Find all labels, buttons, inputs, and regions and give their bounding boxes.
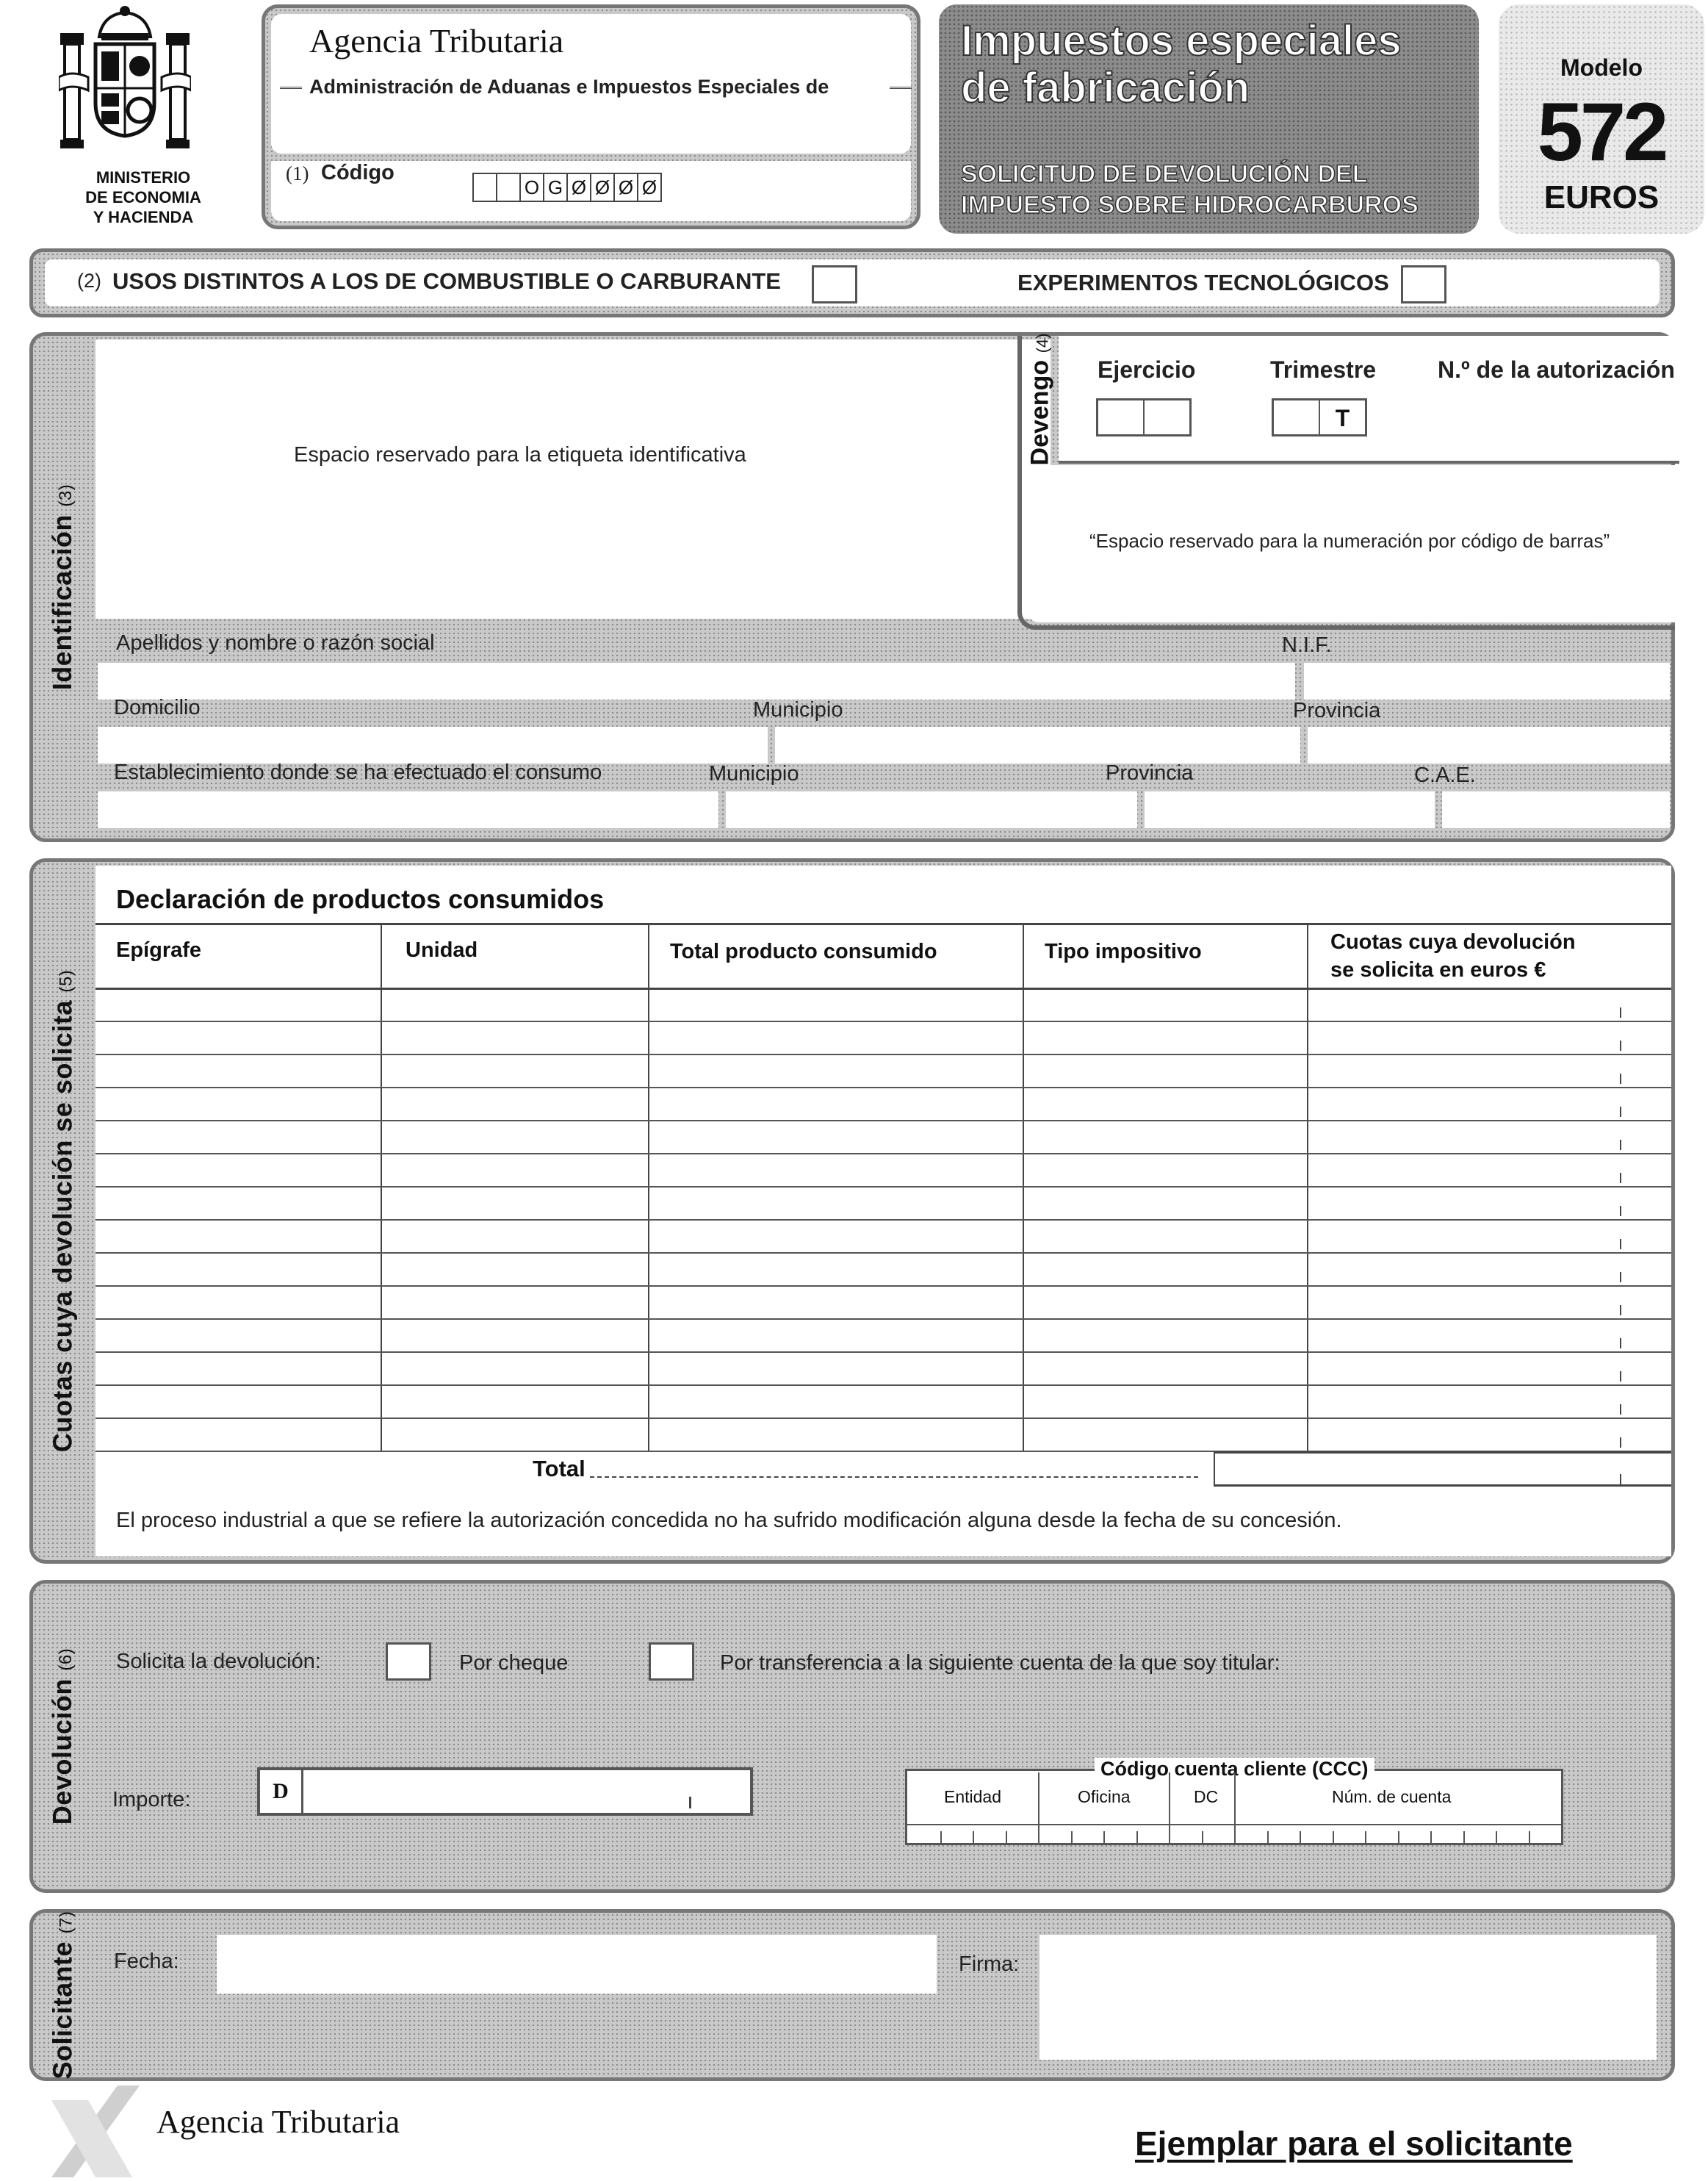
table-cell[interactable]	[1023, 1286, 1308, 1319]
total-field[interactable]	[1214, 1451, 1671, 1487]
table-cell[interactable]	[1308, 1121, 1671, 1154]
modelo-number: 572	[1537, 86, 1666, 178]
solicita-label: Solicita la devolución:	[116, 1650, 321, 1673]
table-cell[interactable]	[649, 1021, 1023, 1054]
table-cell[interactable]	[381, 1220, 649, 1253]
table-row	[96, 1088, 1671, 1121]
usos-number: (2)	[77, 270, 101, 292]
table-cell[interactable]	[1023, 1154, 1308, 1187]
codigo-cells: O G Ø Ø Ø Ø	[472, 173, 662, 202]
firma-field[interactable]	[1039, 1935, 1657, 2060]
experimentos-label: EXPERIMENTOS TECNOLÓGICOS	[1017, 270, 1389, 295]
usos-section	[29, 248, 1675, 317]
table-row	[96, 1418, 1671, 1451]
table-cell[interactable]	[649, 1253, 1023, 1286]
table-cell[interactable]	[381, 1021, 649, 1054]
domicilio-label: Domicilio	[114, 696, 201, 719]
table-cell[interactable]	[1308, 1286, 1671, 1319]
table-cell[interactable]	[1023, 988, 1308, 1021]
table-cell[interactable]	[381, 1121, 649, 1154]
col-cuotas: Cuotas cuya devolución se solicita en euros €	[1308, 924, 1671, 988]
table-cell[interactable]	[96, 1319, 381, 1352]
table-cell[interactable]	[1023, 1187, 1308, 1220]
table-cell[interactable]	[649, 1154, 1023, 1187]
coat-of-arms-logo	[59, 4, 191, 154]
municipio2-label: Municipio	[709, 762, 799, 786]
table-cell[interactable]	[1308, 1220, 1671, 1253]
transferencia-label: Por transferencia a la siguiente cuenta de la que soy titular:	[720, 1651, 1280, 1675]
table-cell[interactable]	[649, 988, 1023, 1021]
col-tipo: Tipo impositivo	[1023, 924, 1308, 988]
table-cell[interactable]	[381, 1418, 649, 1451]
table-cell[interactable]	[96, 988, 381, 1021]
nif-label: N.I.F.	[1282, 633, 1332, 657]
table-cell[interactable]	[381, 1286, 649, 1319]
ccc-title: Código cuenta cliente (CCC)	[1095, 1758, 1374, 1781]
table-cell[interactable]	[96, 1121, 381, 1154]
experimentos-checkbox[interactable]	[1401, 265, 1446, 303]
declaracion-table	[96, 924, 1671, 1452]
footer-agency: Agencia Tributaria	[156, 2104, 400, 2140]
agency-title: Agencia Tributaria	[309, 22, 564, 60]
table-cell[interactable]	[96, 1385, 381, 1418]
table-row	[96, 1253, 1671, 1286]
table-cell[interactable]	[1308, 1187, 1671, 1220]
municipio-field[interactable]	[775, 727, 1300, 763]
table-cell[interactable]	[1023, 1319, 1308, 1352]
table-cell[interactable]	[381, 1154, 649, 1187]
agency-footer-logo	[44, 2085, 147, 2177]
apellidos-field[interactable]	[98, 663, 1295, 700]
ccc-dc: DC	[1194, 1787, 1219, 1806]
table-cell[interactable]	[381, 1352, 649, 1385]
table-cell[interactable]	[96, 1352, 381, 1385]
table-cell[interactable]	[96, 1187, 381, 1220]
cuotas-section	[29, 858, 1675, 1564]
table-cell[interactable]	[1308, 1054, 1671, 1088]
cae-field[interactable]	[1442, 791, 1670, 828]
table-cell[interactable]	[1308, 1418, 1671, 1451]
table-row	[96, 1220, 1671, 1253]
declaracion-title: Declaración de productos consumidos	[116, 884, 605, 914]
table-cell[interactable]	[381, 1253, 649, 1286]
ccc-oficina: Oficina	[1078, 1787, 1131, 1806]
municipio-label: Municipio	[753, 698, 843, 722]
trimestre-label: Trimestre	[1270, 356, 1377, 383]
table-cell[interactable]	[96, 1418, 381, 1451]
codigo-number: (1)	[286, 162, 309, 184]
identificacion-side-label: Identificación (3)	[47, 484, 78, 691]
devengo-label: Devengo	[1026, 359, 1054, 465]
agency-subtitle: Administración de Aduanas e Impuestos Especiales de	[309, 76, 829, 98]
usos-checkbox[interactable]	[812, 265, 857, 303]
table-row	[96, 1054, 1671, 1088]
provincia2-label: Provincia	[1106, 761, 1194, 785]
table-cell[interactable]	[649, 1352, 1023, 1385]
tax-title: Impuestos especiales de fabricación	[961, 17, 1402, 112]
ccc-cuenta: Núm. de cuenta	[1332, 1787, 1452, 1806]
establecimiento-label: Establecimiento donde se ha efectuado el consumo	[114, 761, 602, 784]
table-cell[interactable]	[649, 1220, 1023, 1253]
table-row	[96, 1154, 1671, 1187]
tax-title-box	[939, 4, 1479, 234]
table-cell[interactable]	[1308, 1385, 1671, 1418]
autorizacion-input[interactable]	[1502, 399, 1599, 436]
table-row	[96, 1352, 1671, 1385]
table-cell[interactable]	[1308, 1088, 1671, 1121]
table-row	[96, 1187, 1671, 1220]
table-cell[interactable]	[96, 1253, 381, 1286]
provincia-field[interactable]	[1308, 727, 1670, 763]
cae-label: C.A.E.	[1414, 763, 1476, 787]
fecha-label: Fecha:	[114, 1950, 179, 1973]
table-cell[interactable]	[649, 1319, 1023, 1352]
domicilio-field[interactable]	[98, 727, 768, 763]
ejercicio-label: Ejercicio	[1098, 356, 1196, 383]
table-row	[96, 1021, 1671, 1054]
table-cell[interactable]	[649, 1088, 1023, 1121]
importe-label: Importe:	[112, 1788, 191, 1811]
table-cell[interactable]	[1308, 1154, 1671, 1187]
trimestre-input[interactable]: T	[1272, 398, 1367, 436]
table-cell[interactable]	[1023, 1418, 1308, 1451]
modelo-box	[1499, 4, 1704, 234]
table-cell[interactable]	[1023, 1253, 1308, 1286]
table-cell[interactable]	[96, 1154, 381, 1187]
fecha-field[interactable]	[217, 1935, 937, 1994]
table-cell[interactable]	[649, 1385, 1023, 1418]
table-cell[interactable]	[96, 1054, 381, 1088]
table-cell[interactable]	[1023, 1121, 1308, 1154]
table-cell[interactable]	[1023, 1021, 1308, 1054]
table-cell[interactable]	[1308, 1352, 1671, 1385]
provincia2-field[interactable]	[1145, 791, 1435, 828]
ejercicio-input[interactable]	[1096, 398, 1192, 436]
ccc-entidad: Entidad	[944, 1787, 1002, 1806]
cheque-label: Por cheque	[459, 1651, 569, 1675]
table-cell[interactable]	[1023, 1054, 1308, 1088]
col-epigrafe: Epígrafe	[96, 924, 381, 988]
declaracion-rows	[96, 988, 1671, 1451]
provincia-label: Provincia	[1293, 699, 1381, 722]
table-cell[interactable]	[1308, 988, 1671, 1021]
table-cell[interactable]	[1308, 1021, 1671, 1054]
ministry-name: MINISTERIO DE ECONOMIA Y HACIENDA	[85, 168, 201, 226]
copy-label: Ejemplar para el solicitante	[1135, 2124, 1573, 2163]
table-cell[interactable]	[649, 1187, 1023, 1220]
firma-label: Firma:	[959, 1952, 1020, 1976]
table-row	[96, 988, 1671, 1021]
table-row	[96, 1286, 1671, 1319]
col-total: Total producto consumido	[649, 924, 1023, 988]
devengo-number: (4)	[1033, 333, 1052, 353]
autorizacion-label: N.º de la autorización	[1438, 356, 1675, 383]
table-cell[interactable]	[649, 1418, 1023, 1451]
table-cell[interactable]	[96, 1021, 381, 1054]
cuotas-side-label: Cuotas cuya devolución se solicita (5)	[47, 969, 78, 1453]
table-row	[96, 1319, 1671, 1352]
cheque-checkbox[interactable]	[386, 1642, 431, 1681]
table-cell[interactable]	[381, 1187, 649, 1220]
table-cell[interactable]	[96, 1286, 381, 1319]
establecimiento-field[interactable]	[98, 791, 718, 828]
etiqueta-area	[96, 339, 1051, 619]
table-cell[interactable]	[1308, 1253, 1671, 1286]
codigo-label: Código	[321, 161, 394, 184]
barcode-text: “Espacio reservado para la numeración por código de barras”	[1089, 530, 1610, 552]
usos-label: USOS DISTINTOS A LOS DE COMBUSTIBLE O CARBURANTE	[112, 268, 781, 294]
table-cell[interactable]	[649, 1121, 1023, 1154]
modelo-currency: EUROS	[1543, 179, 1660, 215]
table-cell[interactable]	[1023, 1385, 1308, 1418]
total-label: Total	[533, 1456, 585, 1481]
table-cell[interactable]	[1023, 1352, 1308, 1385]
identificacion-section	[29, 332, 1675, 842]
table-cell[interactable]	[381, 1054, 649, 1088]
modelo-label: Modelo	[1560, 54, 1643, 81]
table-cell[interactable]	[96, 1088, 381, 1121]
cuotas-note: El proceso industrial a que se refiere la autorización concedida no ha sufrido modificación alguna desde la fecha de su concesión.	[116, 1509, 1342, 1532]
table-row	[96, 1121, 1671, 1154]
etiqueta-text: Espacio reservado para la etiqueta identificativa	[294, 443, 746, 467]
tax-subtitle: SOLICITUD DE DEVOLUCIÓN DEL IMPUESTO SOBRE HIDROCARBUROS	[961, 160, 1419, 219]
nif-field[interactable]	[1304, 663, 1670, 700]
devengo-box	[1017, 333, 1675, 630]
agency-box	[262, 4, 920, 229]
table-cell[interactable]	[1023, 1220, 1308, 1253]
table-cell[interactable]	[649, 1054, 1023, 1088]
table-cell[interactable]	[381, 1088, 649, 1121]
devolucion-section	[29, 1580, 1675, 1893]
table-cell[interactable]	[381, 1319, 649, 1352]
transferencia-checkbox[interactable]	[649, 1642, 694, 1681]
table-cell[interactable]	[381, 1385, 649, 1418]
ccc-digit-ticks[interactable]	[907, 1824, 1561, 1843]
importe-field[interactable]: D	[257, 1767, 753, 1816]
col-unidad: Unidad	[381, 924, 649, 988]
table-cell[interactable]	[1308, 1319, 1671, 1352]
ccc-box	[905, 1758, 1563, 1845]
table-cell[interactable]	[1023, 1088, 1308, 1121]
table-cell[interactable]	[381, 988, 649, 1021]
apellidos-label: Apellidos y nombre o razón social	[116, 631, 435, 655]
table-cell[interactable]	[96, 1220, 381, 1253]
solicitante-section	[29, 1909, 1675, 2081]
table-cell[interactable]	[649, 1286, 1023, 1319]
devolucion-side-label: Devolución (6)	[47, 1648, 78, 1825]
table-row	[96, 1385, 1671, 1418]
solicitante-side-label: Solicitante (7)	[47, 1911, 77, 2080]
municipio2-field[interactable]	[726, 791, 1137, 828]
